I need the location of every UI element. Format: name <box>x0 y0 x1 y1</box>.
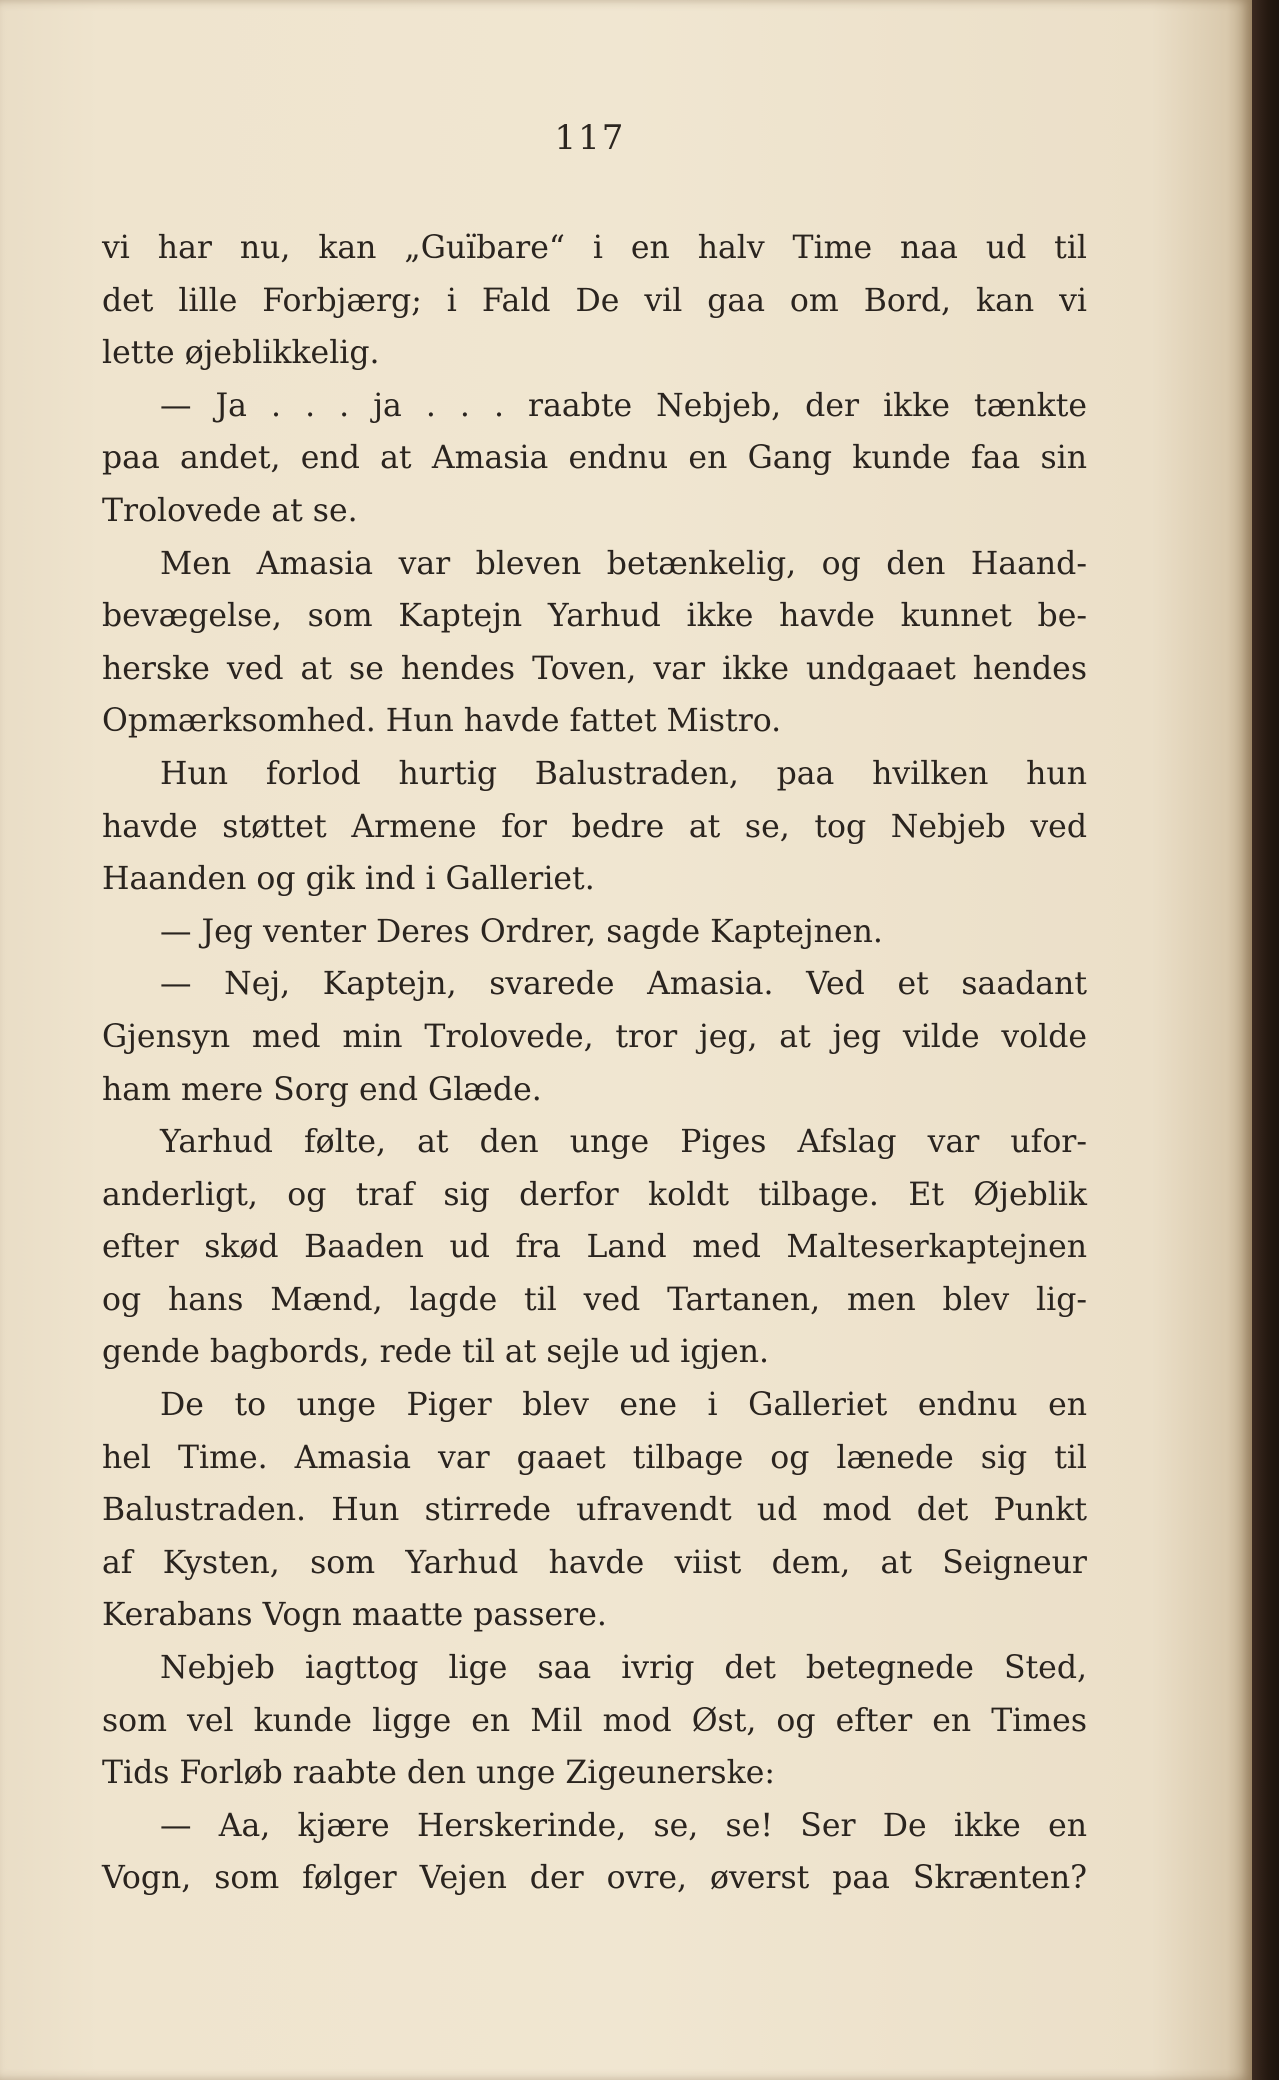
text-line: Nebjeb iagttog lige saa ivrig det betegnede Sted, <box>160 1650 1087 1687</box>
text-line: — Aa, kjære Herskerinde, se, se! Ser De ikke en <box>160 1807 1087 1844</box>
text-line: hel Time. Amasia var gaaet tilbage og lænede sig til <box>102 1439 1087 1476</box>
text-line: Balustraden. Hun stirrede ufravendt ud mod det Punkt <box>102 1492 1087 1529</box>
text-line: havde støttet Armene for bedre at se, tog Nebjeb ved <box>102 808 1087 845</box>
text-line: paa andet, end at Amasia endnu en Gang kunde faa sin <box>102 440 1087 477</box>
text-line: Gjensyn med min Trolovede, tror jeg, at jeg vilde volde <box>102 1018 1087 1055</box>
text-line: De to unge Piger blev ene i Galleriet endnu en <box>160 1387 1087 1424</box>
book-edge <box>1252 0 1279 2080</box>
text-line: af Kysten, som Yarhud havde viist dem, at Seigneur <box>102 1544 1087 1581</box>
text-line: Opmærksomhed. Hun havde fattet Mistro. <box>102 703 782 740</box>
text-line: Tids Forløb raabte den unge Zigeunerske: <box>102 1755 775 1792</box>
text-line: ham mere Sorg end Glæde. <box>102 1071 542 1108</box>
text-line: som vel kunde ligge en Mil mod Øst, og efter en Times <box>102 1702 1087 1739</box>
text-line: gende bagbords, rede til at sejle ud igjen. <box>102 1334 770 1371</box>
text-line: anderligt, og traf sig derfor koldt tilbage. Et Øjeblik <box>102 1176 1087 1213</box>
text-line: det lille Forbjærg; i Fald De vil gaa om Bord, kan vi <box>102 282 1087 319</box>
text-line: — Nej, Kaptejn, svarede Amasia. Ved et saadant <box>160 966 1087 1003</box>
page-number: 117 <box>554 118 626 158</box>
text-line: Yarhud følte, at den unge Piges Afslag var ufor- <box>160 1124 1087 1161</box>
text-line: — Jeg venter Deres Ordrer, sagde Kaptejnen. <box>160 913 883 950</box>
text-line: herske ved at se hendes Toven, var ikke undgaaet hendes <box>102 650 1087 687</box>
text-line: Men Amasia var bleven betænkelig, og den Haand- <box>160 545 1087 582</box>
text-line: Hun forlod hurtig Balustraden, paa hvilken hun <box>160 755 1087 792</box>
text-line: Vogn, som følger Vejen der ovre, øverst paa Skrænten? <box>102 1860 1087 1897</box>
text-line: Haanden og gik ind i Galleriet. <box>102 861 595 898</box>
text-line: — Ja . . . ja . . . raabte Nebjeb, der ikke tænkte <box>160 387 1087 424</box>
text-line: lette øjeblikkelig. <box>102 335 380 372</box>
text-line: Trolovede at se. <box>102 492 358 529</box>
text-line: Kerabans Vogn maatte passere. <box>102 1597 607 1634</box>
body-text <box>102 222 1087 1905</box>
text-line: og hans Mænd, lagde til ved Tartanen, men blev lig- <box>102 1281 1087 1318</box>
text-line: bevægelse, som Kaptejn Yarhud ikke havde kunnet be- <box>102 598 1087 635</box>
text-line: efter skød Baaden ud fra Land med Malteserkaptejnen <box>102 1229 1087 1266</box>
text-line: vi har nu, kan „Guïbare“ i en halv Time naa ud til <box>102 230 1087 266</box>
